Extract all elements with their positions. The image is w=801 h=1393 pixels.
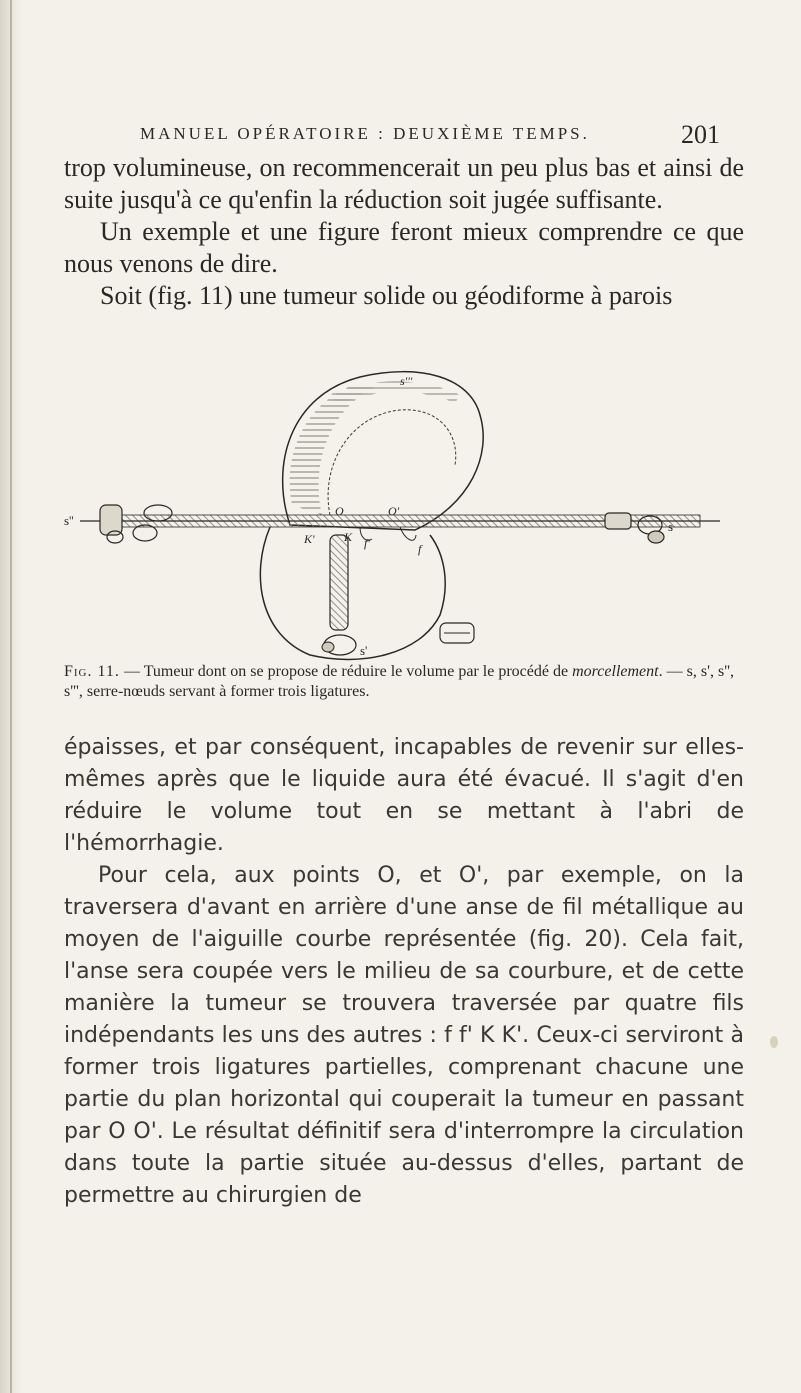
paragraph: Pour cela, aux points O, et O', par exemple, on la traversera d'avant en arrière d'une anse de fil métallique au moyen de l'aiguille courbe représentée (fig. 20). Cela fait, l'anse sera coupée vers le milieu de sa courbure, et de cette manière la tumeur se trouvera traversée par quatre fils indépendants les uns des autres : f f' K K'. Ceux-ci serviront à former trois ligatures partielles, comprenant chacune une partie du plan horizontal qui couperait la tumeur en passant par O O'. Le résultat définitif sera d'interrompre la circulation dans toute la partie située au-dessus d'elles, partant de permettre au chirurgien de [64,863,744,1208]
caption-figure-label: Fig. 11. [64,663,120,680]
label-o-prime: O' [388,504,400,518]
page-number: 201 [681,120,720,149]
paragraph: Un exemple et une figure feront mieux comprendre ce que nous venons de dire. [64,217,744,278]
caption-text: Tumeur dont on se propose de réduire le volume par le procédé de [143,663,573,680]
tumor-illustration [60,355,740,665]
caption-italic-term: morcellement [572,663,659,680]
paragraph: épaisses, et par conséquent, incapables de revenir sur elles-mêmes après que le liquide aura été évacué. Il s'agit d'en réduire le volume tout en se mettant à l'abri de l'hémorrhagie. [64,735,744,856]
paragraph: trop volumineuse, on recommencerait un peu plus bas et ainsi de suite jusqu'à ce qu'enfin la réduction soit jugée suffisante. [64,153,744,214]
label-k-prime: K' [304,532,315,546]
running-head: MANUEL OPÉRATOIRE : DEUXIÈME TEMPS. [140,124,590,143]
caption-text: . — s, s', s'', s''', serre-nœuds servant à former trois ligatures. [64,663,734,700]
serre-noeud-lower-right [440,623,474,643]
paragraph: Soit (fig. 11) une tumeur solide ou géodiforme à parois [100,281,673,310]
binding-line [10,0,12,1393]
figure-11 [60,355,740,665]
label-k: K [344,530,353,544]
body-text-top [64,152,744,312]
figure-caption [64,662,734,702]
label-f: f [418,542,422,556]
body-text-bottom [64,732,744,1212]
label-f-prime: f' [364,536,370,550]
label-o: O [335,504,344,518]
caption-dash: — [119,663,144,680]
page-header [140,120,720,150]
paper-stain [770,1036,778,1048]
label-s3: s''' [400,374,413,388]
label-s: s [668,519,674,534]
serre-noeud-center [322,535,356,655]
label-s2: s'' [64,513,74,528]
label-s1: s' [360,643,368,658]
